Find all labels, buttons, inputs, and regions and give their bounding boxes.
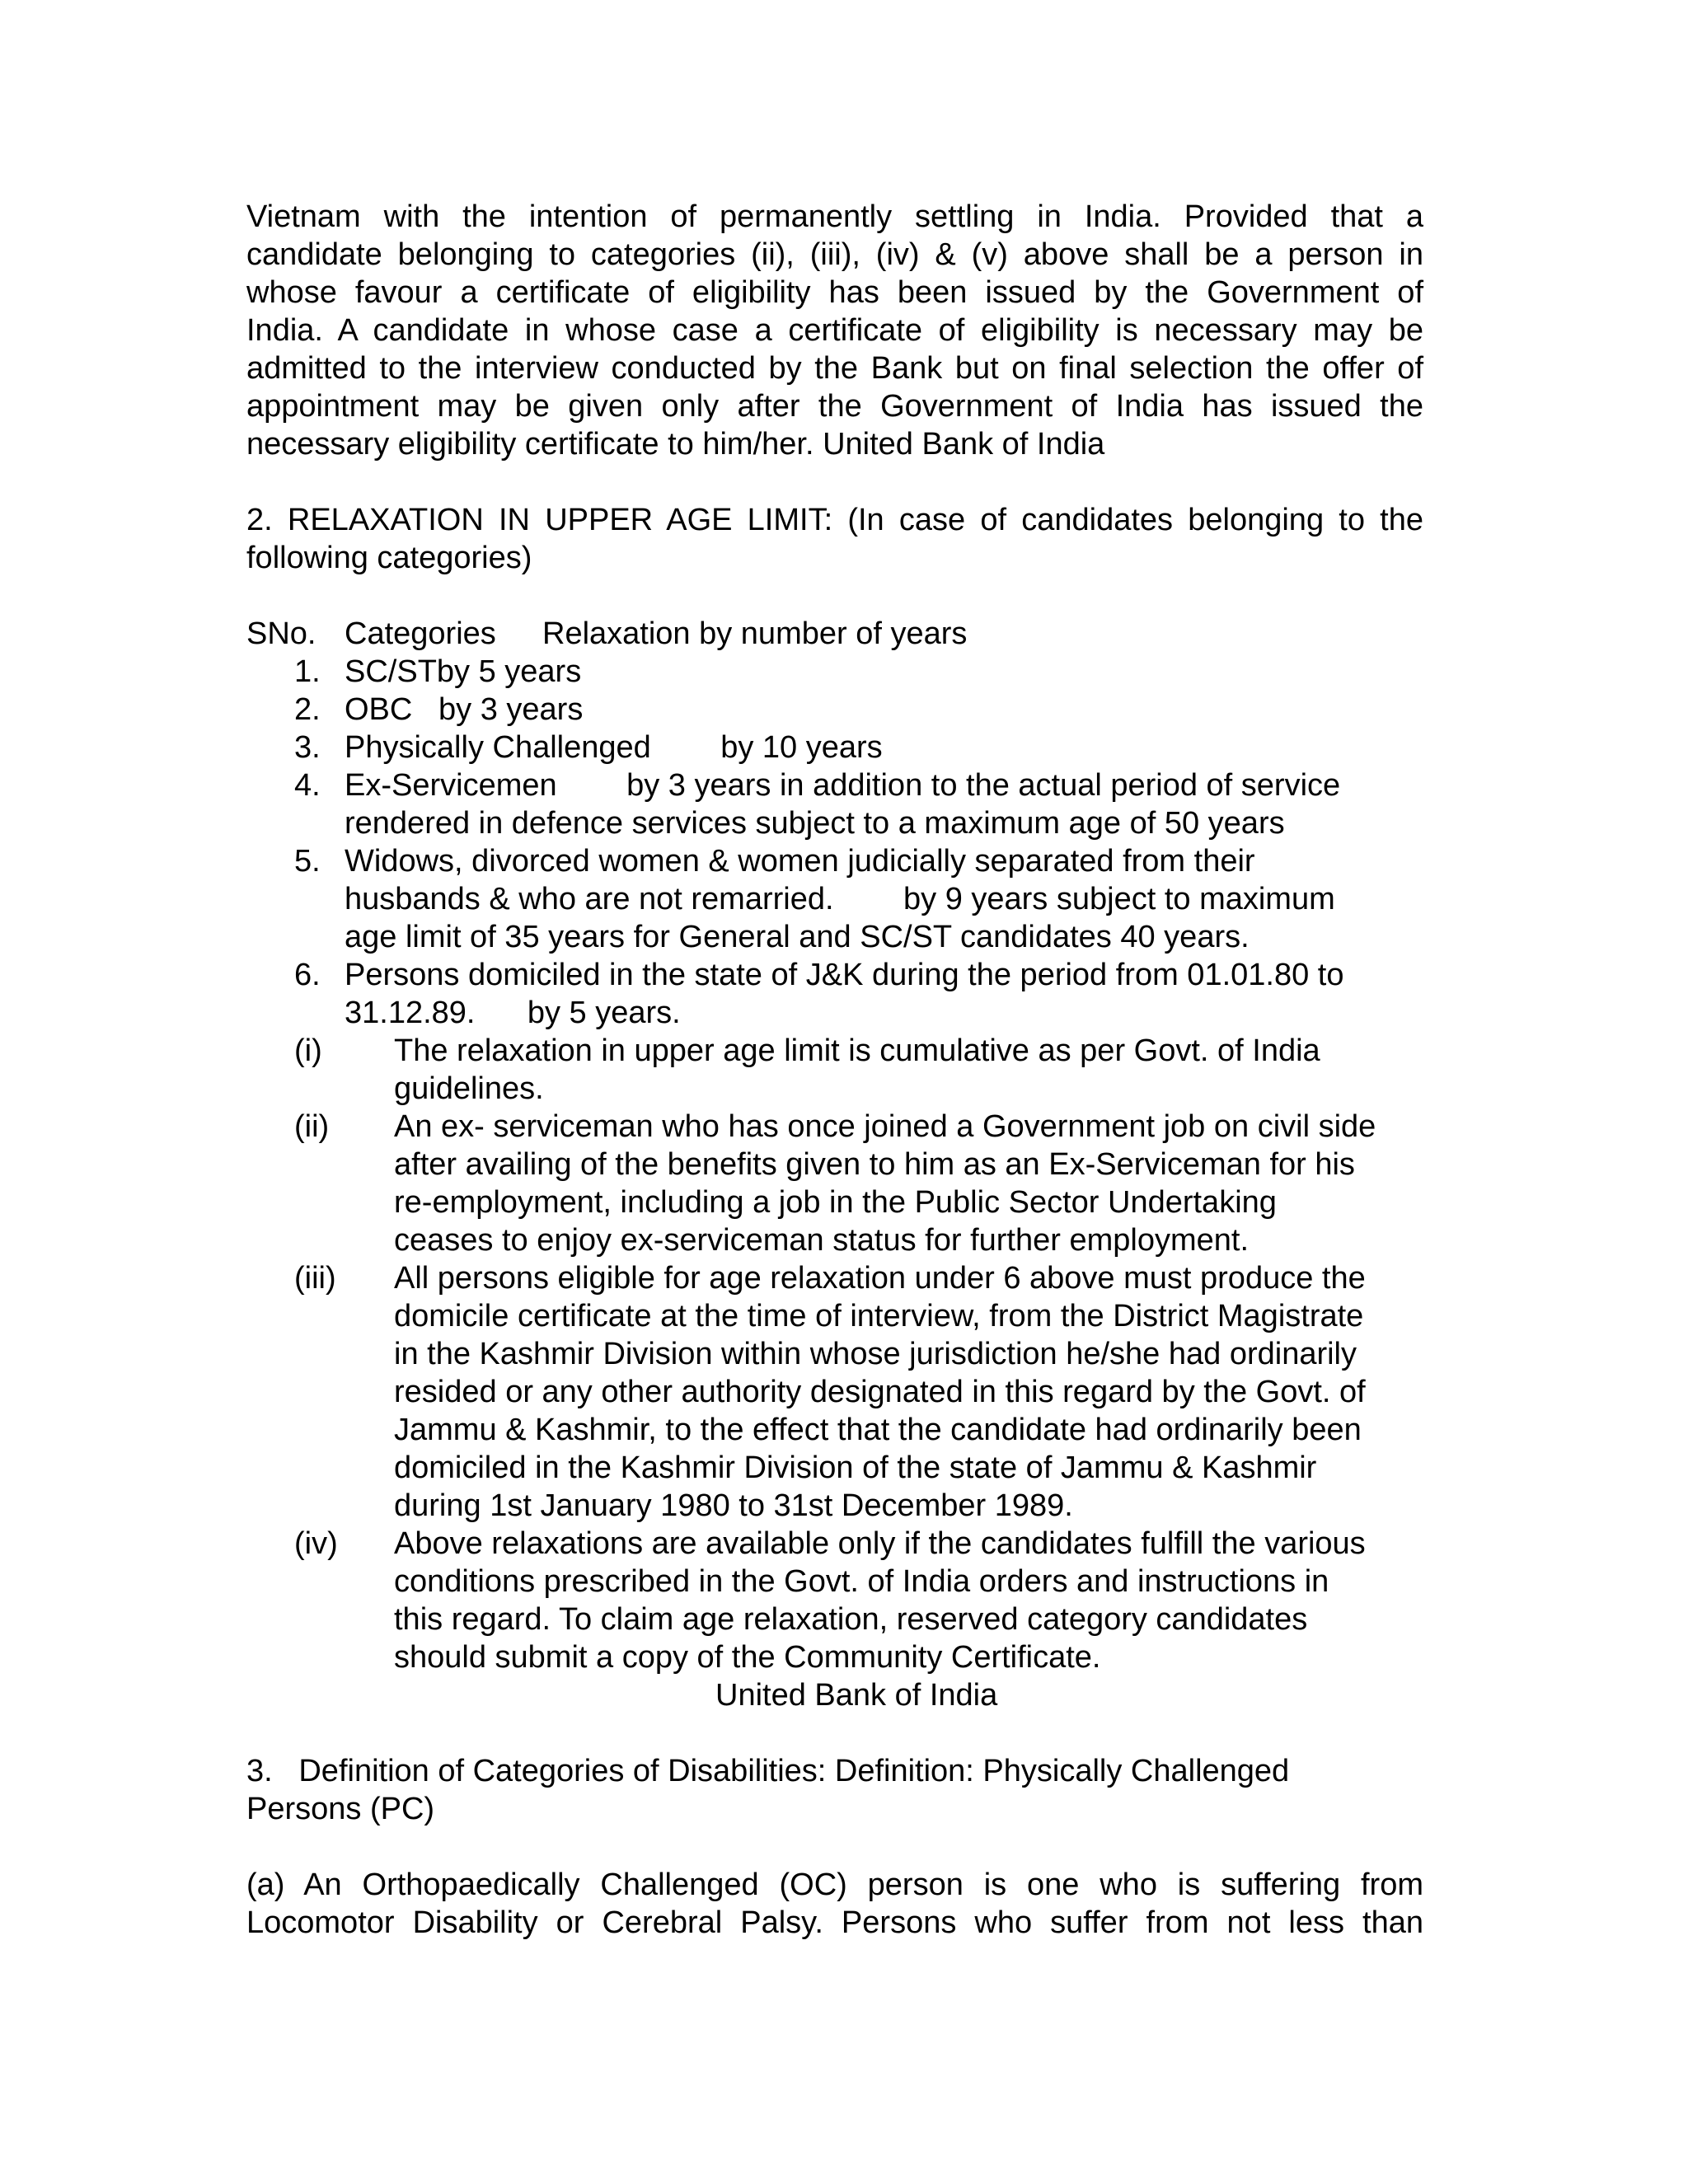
intro-paragraph (246, 198, 1423, 463)
note-line: in the Kashmir Division within whose jurisdiction he/she had ordinarily (394, 1337, 1357, 1371)
table-header-sno: SNo. (246, 616, 316, 651)
list-item: Widows, divorced women & women judicially separated from their (345, 844, 1255, 879)
text-line: necessary eligibility certificate to him/her. United Bank of India (246, 427, 1105, 462)
list-number: 6. (294, 958, 321, 992)
text-line: appointment may be given only after the Government of India has issued the (246, 389, 1423, 424)
heading-line: 2. RELAXATION IN UPPER AGE LIMIT: (In case of candidates belonging to the (246, 503, 1423, 537)
note-line: All persons eligible for age relaxation under 6 above must produce the (394, 1261, 1366, 1296)
list-item: age limit of 35 years for General and SC/ST candidates 40 years. (345, 920, 1250, 954)
note-line: Jammu & Kashmir, to the effect that the candidate had ordinarily been (394, 1413, 1362, 1447)
list-number: 4. (294, 768, 321, 803)
list-number: 2. (294, 692, 321, 727)
note-line: guidelines. (394, 1071, 544, 1106)
list-item: OBC by 3 years (345, 692, 584, 727)
text-line: Vietnam with the intention of permanently settling in India. Provided that a (246, 199, 1423, 234)
note-line: domiciled in the Kashmir Division of the state of Jammu & Kashmir (394, 1451, 1317, 1485)
list-item: Physically Challenged by 10 years (345, 730, 883, 765)
note-line: conditions prescribed in the Govt. of India orders and instructions in (394, 1564, 1329, 1599)
list-number: 3. (294, 730, 321, 765)
text-line: (a) An Orthopaedically Challenged (OC) person is one who is suffering from (246, 1868, 1423, 1902)
list-item: husbands & who are not remarried. by 9 years subject to maximum (345, 882, 1335, 916)
note-line: ceases to enjoy ex-serviceman status for further employment. (394, 1223, 1250, 1258)
text-line: admitted to the interview conducted by the Bank but on final selection the offer of (246, 351, 1423, 386)
note-line: should submit a copy of the Community Certificate. (394, 1640, 1101, 1675)
section-2-footer: United Bank of India (715, 1678, 998, 1713)
note-label: (iii) (294, 1261, 336, 1296)
note-line: after availing of the benefits given to him as an Ex-Serviceman for his (394, 1147, 1355, 1182)
note-line: re-employment, including a job in the Public Sector Undertaking (394, 1185, 1277, 1220)
note-line: domicile certificate at the time of interview, from the District Magistrate (394, 1299, 1364, 1333)
table-header-relaxation: Relaxation by number of years (542, 616, 968, 651)
table-header-categories: Categories (345, 616, 496, 651)
note-line: this regard. To claim age relaxation, reserved category candidates (394, 1602, 1308, 1637)
heading-line: 3. Definition of Categories of Disabilities: Definition: Physically Challenged (246, 1754, 1290, 1788)
list-item: rendered in defence services subject to a maximum age of 50 years (345, 806, 1285, 841)
list-number: 1. (294, 654, 321, 689)
text-line: candidate belonging to categories (ii), (iii), (iv) & (v) above shall be a person in (246, 237, 1423, 272)
list-item: Ex-Servicemen by 3 years in addition to the actual period of service (345, 768, 1341, 803)
note-line: Above relaxations are available only if the candidates fulfill the various (394, 1526, 1366, 1561)
note-label: (iv) (294, 1526, 338, 1561)
note-label: (i) (294, 1033, 322, 1068)
section-3-paragraph-a (246, 1866, 1423, 1942)
heading-line: following categories) (246, 541, 532, 575)
list-item: Persons domiciled in the state of J&K during the period from 01.01.80 to (345, 958, 1344, 992)
list-number: 5. (294, 844, 321, 879)
list-item: SC/STby 5 years (345, 654, 582, 689)
text-line: Locomotor Disability or Cerebral Palsy. Persons who suffer from not less than (246, 1905, 1423, 1940)
note-line: The relaxation in upper age limit is cumulative as per Govt. of India (394, 1033, 1320, 1068)
text-line: whose favour a certificate of eligibility has been issued by the Government of (246, 275, 1423, 310)
note-line: resided or any other authority designated in this regard by the Govt. of (394, 1375, 1366, 1409)
note-label: (ii) (294, 1109, 330, 1144)
section-3-heading (246, 1752, 1423, 1828)
heading-line: Persons (PC) (246, 1792, 435, 1826)
note-line: An ex- serviceman who has once joined a Government job on civil side (394, 1109, 1376, 1144)
note-line: during 1st January 1980 to 31st December 1989. (394, 1488, 1073, 1523)
list-item: 31.12.89. by 5 years. (345, 996, 681, 1030)
text-line: India. A candidate in whose case a certificate of eligibility is necessary may be (246, 313, 1423, 348)
section-2-heading (246, 501, 1423, 577)
